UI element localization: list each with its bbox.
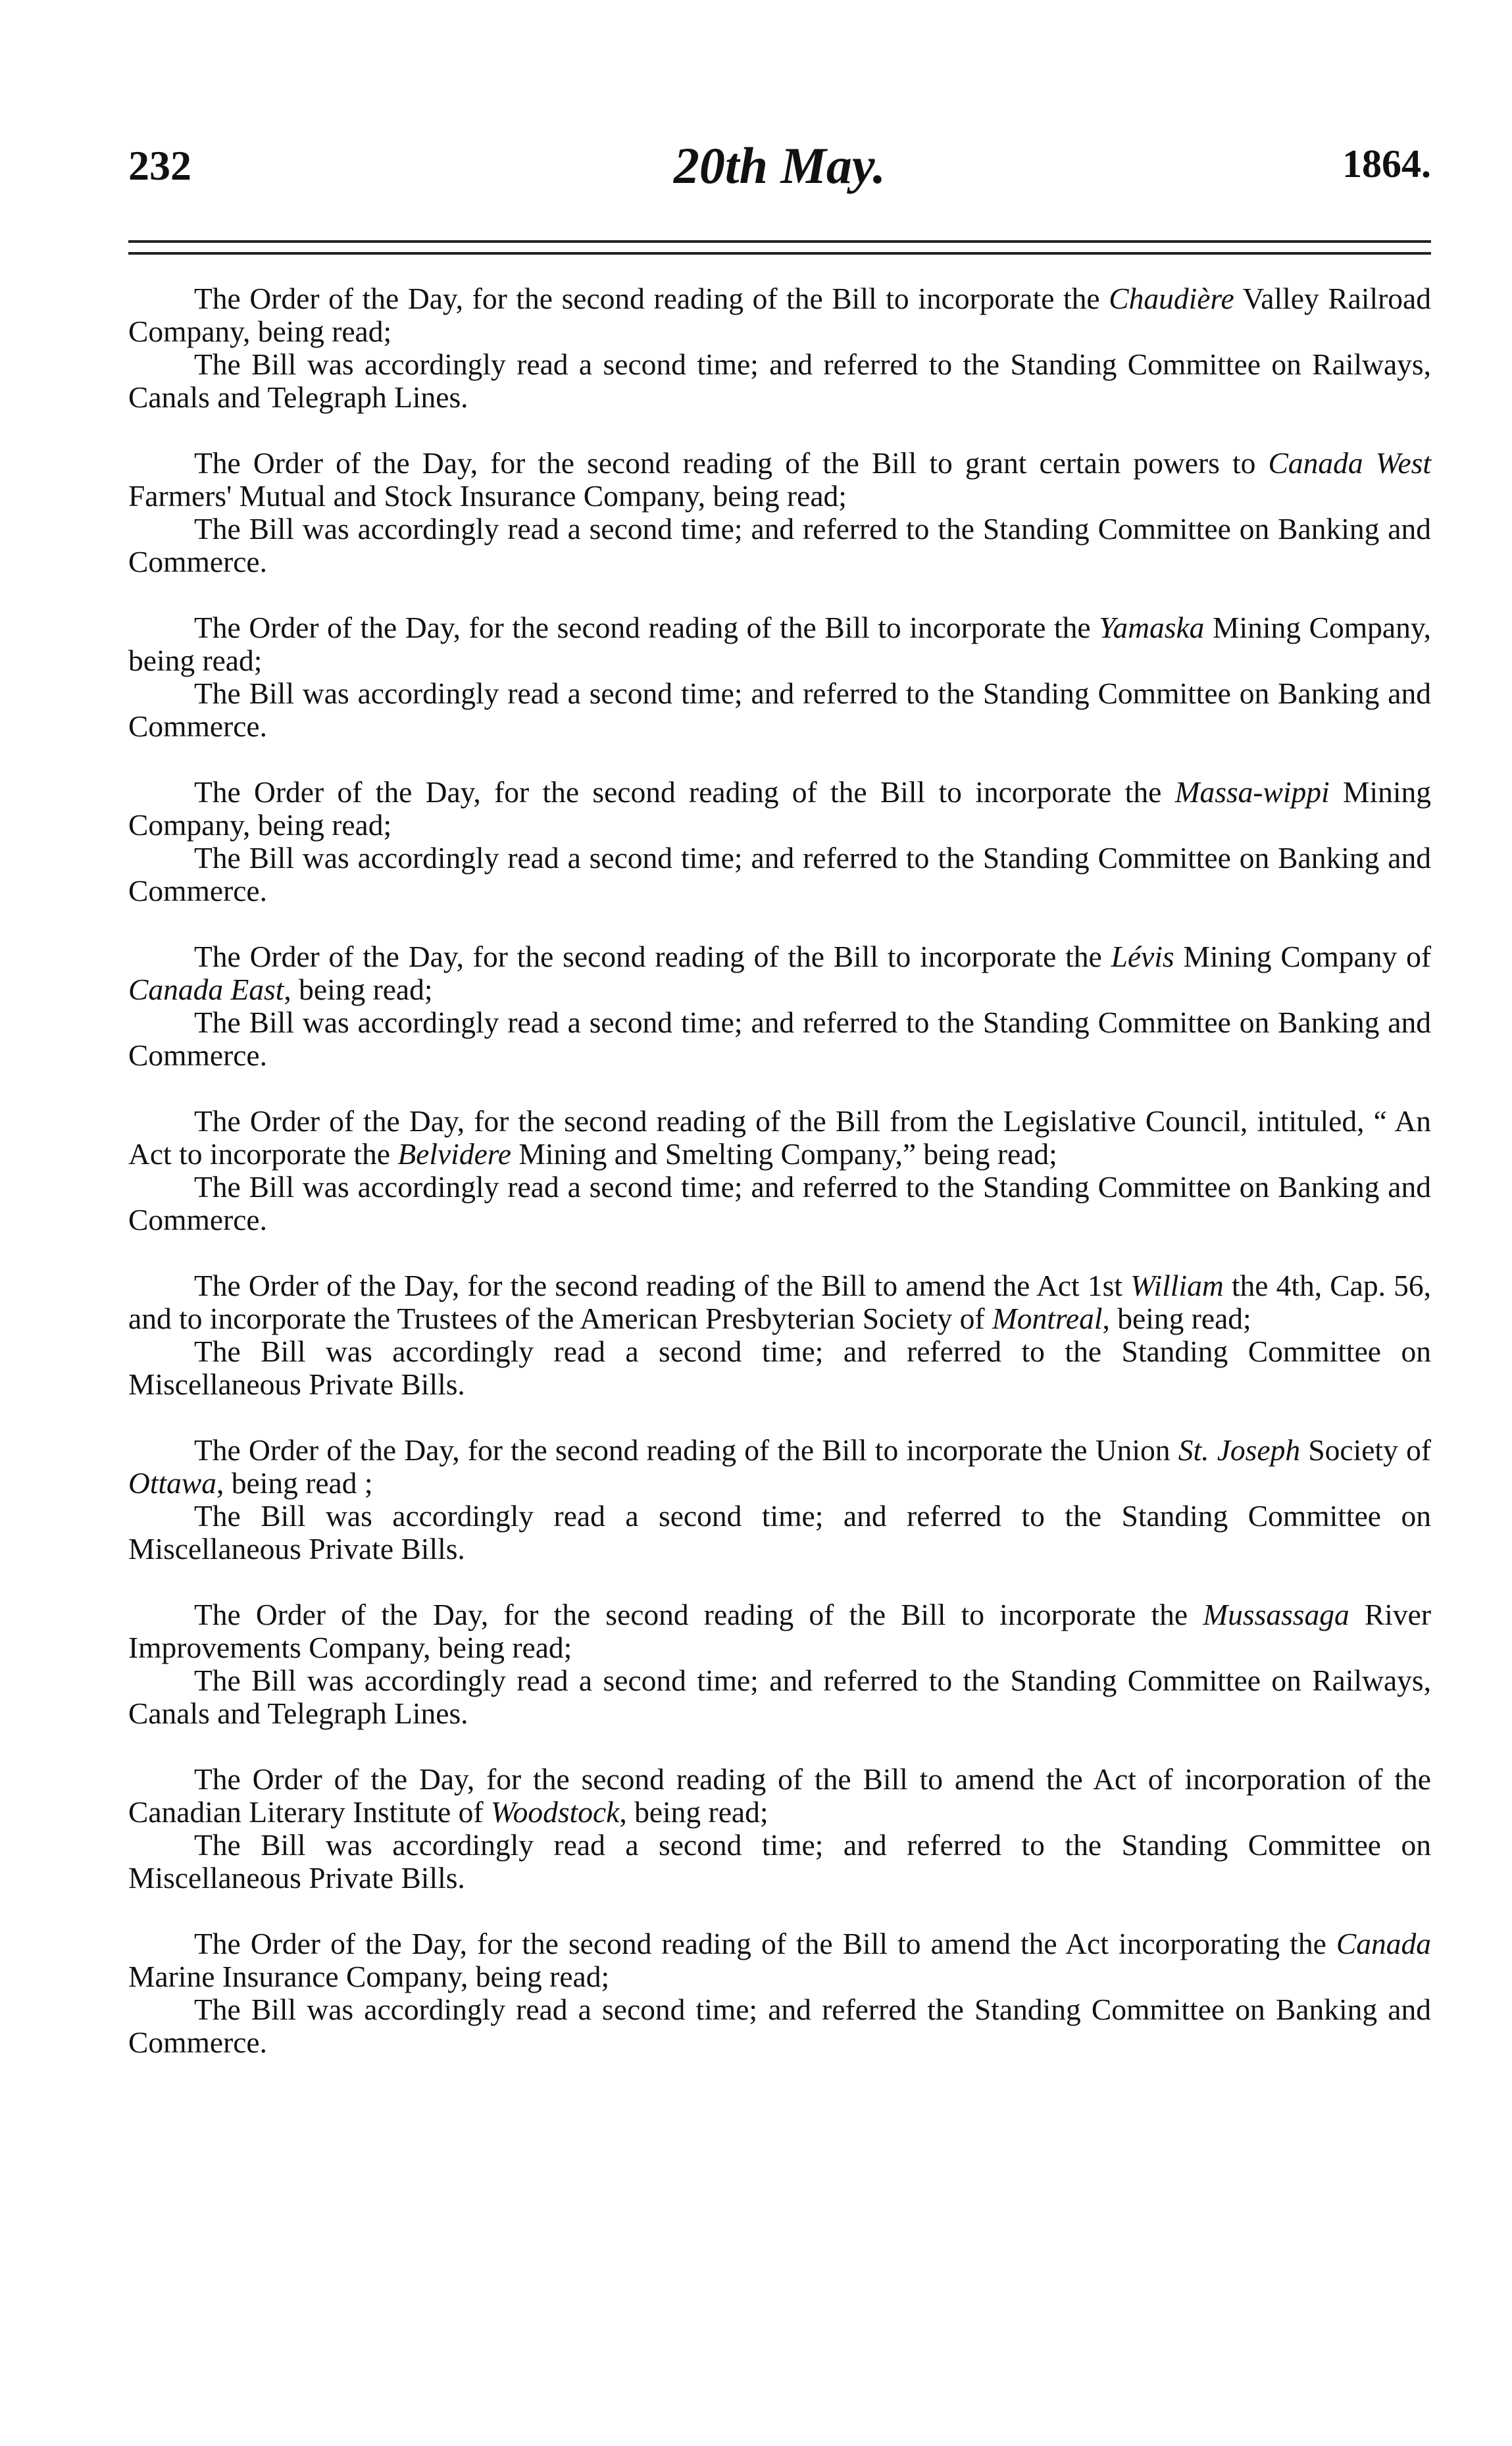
result-text: The Bill was accordingly read a second time; and referred to the Standing Committee on Miscellaneous Private Bills. bbox=[128, 1499, 1431, 1566]
result-text: The Bill was accordingly read a second time; and referred to the Standing Committee on Miscellaneous Private Bills. bbox=[128, 1828, 1431, 1895]
entry bbox=[128, 1434, 1431, 1566]
result-text: The Bill was accordingly read a second time; and referred to the Standing Committee on Banking and Commerce. bbox=[128, 512, 1431, 578]
order-of-day-text: The Order of the Day, for the second reading of the Bill to incorporate the Yamaska Mining Company, being read; bbox=[128, 611, 1431, 677]
entry bbox=[128, 1269, 1431, 1401]
entry bbox=[128, 611, 1431, 743]
entry bbox=[128, 1927, 1431, 2059]
order-of-day-text: The Order of the Day, for the second reading of the Bill to amend the Act incorporating the Canada Marine Insurance Company, being read; bbox=[128, 1927, 1431, 1993]
result-text: The Bill was accordingly read a second time; and referred the Standing Committee on Banking and Commerce. bbox=[128, 1993, 1431, 2059]
order-of-day-text: The Order of the Day, for the second reading of the Bill from the Legislative Council, intituled, “ An Act to incorporate the Belvidere Mining and Smelting Company,” being read; bbox=[128, 1104, 1431, 1171]
order-of-day-text: The Order of the Day, for the second reading of the Bill to incorporate the Union St. Joseph Society of Ottawa, being read ; bbox=[128, 1433, 1431, 1500]
order-of-day-text: The Order of the Day, for the second reading of the Bill to amend the Act of incorporation of the Canadian Literary Institute of Woodstock, being read; bbox=[128, 1762, 1431, 1829]
result-text: The Bill was accordingly read a second time; and referred to the Standing Committee on Miscellaneous Private Bills. bbox=[128, 1335, 1431, 1401]
order-of-day-text: The Order of the Day, for the second reading of the Bill to incorporate the Lévis Mining Company of Canada East, being read; bbox=[128, 940, 1432, 1006]
order-of-day-text: The Order of the Day, for the second reading of the Bill to incorporate the Chaudière Valley Railroad Company, being read; bbox=[128, 282, 1431, 348]
entries-list bbox=[128, 282, 1431, 2059]
order-of-day-text: The Order of the Day, for the second reading of the Bill to grant certain powers to Canada West Farmers' Mutual and Stock Insurance Company, being read; bbox=[128, 446, 1431, 513]
entry bbox=[128, 1763, 1431, 1895]
running-title: 20th May. bbox=[673, 137, 886, 194]
result-text: The Bill was accordingly read a second time; and referred to the Standing Committee on Banking and Commerce. bbox=[128, 841, 1431, 907]
entry bbox=[128, 940, 1431, 1072]
result-text: The Bill was accordingly read a second time; and referred to the Standing Committee on Banking and Commerce. bbox=[128, 1006, 1431, 1072]
entry bbox=[128, 282, 1431, 414]
document-page bbox=[128, 137, 1432, 2092]
entry bbox=[128, 1105, 1431, 1236]
header-double-rule bbox=[128, 240, 1431, 255]
entry bbox=[128, 776, 1431, 907]
header-year: 1864. bbox=[1342, 142, 1431, 186]
order-of-day-text: The Order of the Day, for the second reading of the Bill to incorporate the Mussassaga River Improvements Company, being read; bbox=[128, 1598, 1431, 1664]
entry bbox=[128, 1598, 1431, 1730]
result-text: The Bill was accordingly read a second time; and referred to the Standing Committee on Banking and Commerce. bbox=[128, 1170, 1431, 1236]
result-text: The Bill was accordingly read a second time; and referred to the Standing Committee on Railways, Canals and Telegraph Lines. bbox=[128, 347, 1431, 414]
page-header bbox=[128, 137, 1431, 214]
page-number: 232 bbox=[128, 142, 191, 189]
result-text: The Bill was accordingly read a second time; and referred to the Standing Committee on Banking and Commerce. bbox=[128, 676, 1431, 743]
entry bbox=[128, 447, 1431, 578]
order-of-day-text: The Order of the Day, for the second reading of the Bill to incorporate the Massa-wippi Mining Company, being read; bbox=[128, 775, 1431, 842]
result-text: The Bill was accordingly read a second time; and referred to the Standing Committee on Railways, Canals and Telegraph Lines. bbox=[128, 1664, 1431, 1730]
order-of-day-text: The Order of the Day, for the second reading of the Bill to amend the Act 1st William the 4th, Cap. 56, and to incorporate the Trustees of the American Presbyterian Society of Montreal, being read; bbox=[128, 1269, 1431, 1335]
